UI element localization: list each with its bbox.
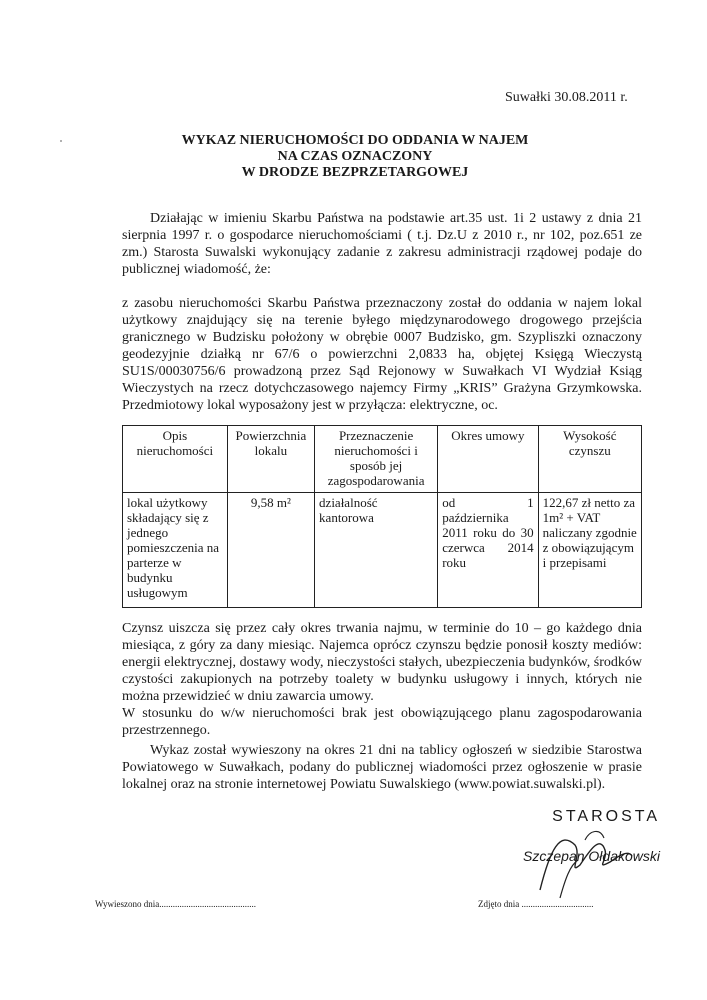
- property-description-paragraph: z zasobu nieruchomości Skarbu Państwa przeznaczony został do oddania w najem lokal użytkowy znajdujący się na terenie byłego międzynarodowego drogowego przejścia granicznego w Budzisku położony w obrębie 0007 Budzisko, gm. Szypliszki oznaczony geodezyjnie działką nr 67/6 o powierzchni 2,0833 ha, objętej Księgą Wieczystą SU1S/00030756/6 prowadzoną przez Sąd Rejonowy w Suwałkach VI Wydział Ksiąg Wieczystych na rzecz dotychczasowego najemcy Firmy „KRIS” Grażyna Grzymkowska. Przedmiotowy lokal wyposażony jest w przyłącza: elektryczne, oc.: [122, 296, 642, 413]
- header-purpose: Przeznaczenie nieruchomości i sposób jej zagospodarowania: [315, 426, 438, 493]
- table-row: [123, 493, 642, 608]
- stamp-title: STAROSTA: [552, 808, 660, 825]
- header-description: Opis nieruchomości: [123, 426, 228, 493]
- cell-area: 9,58 m²: [227, 493, 314, 608]
- title-line-1: WYKAZ NIERUCHOMOŚCI DO ODDANIA W NAJEM: [181, 133, 529, 148]
- rent-terms-paragraph: [122, 620, 642, 739]
- document-title: [120, 133, 590, 181]
- cell-period: od 1 października 2011 roku do 30 czerwca 2014 roku: [438, 493, 538, 608]
- removed-date-field: Zdjęto dnia ................................: [478, 899, 594, 909]
- cell-purpose: działalność kantorowa: [315, 493, 438, 608]
- intro-paragraph: Działając w imieniu Skarbu Państwa na podstawie art.35 ust. 1i 2 ustawy z dnia 21 sierpnia 1997 r. o gospodarce nieruchomościami ( t.j. Dz.U z 2010 r., nr 102, poz.651 ze zm.) Starosta Suwalski wykonujący zadanie z zakresu administracji rządowej podaje do publicznej wiadomość, że:: [122, 211, 642, 277]
- publication-paragraph: Wykaz został wywieszony na okres 21 dni na tablicy ogłoszeń w siedzibie Starostwa Powiatowego w Suwałkach, podany do publicznej wiadomości przez ogłoszenie w prasie lokalnej oraz na stronie internetowej Powiatu Suwalskiego (www.powiat.suwalski.pl).: [122, 743, 642, 792]
- header-area: Powierzchnia lokalu: [227, 426, 314, 493]
- title-line-3: W DRODZE BEZPRZETARGOWEJ: [241, 165, 469, 180]
- posted-date-field: Wywieszono dnia...........................................: [95, 899, 256, 909]
- cell-description: lokal użytkowy składający się z jednego pomieszczenia na parterze w budynku usługowym: [123, 493, 228, 608]
- cell-rent: 122,67 zł netto za 1m² + VAT naliczany zgodnie z obowiązującym i przepisami: [538, 493, 641, 608]
- zoning-text: W stosunku do w/w nieruchomości brak jest obowiązującego planu zagospodarowania przestrzennego.: [122, 706, 642, 738]
- document-date: Suwałki 30.08.2011 r.: [505, 90, 628, 105]
- table-header-row: [123, 426, 642, 493]
- lease-table: [122, 425, 642, 608]
- scan-speck: [60, 140, 62, 142]
- official-stamp: [520, 808, 660, 864]
- rent-terms-text: Czynsz uiszcza się przez cały okres trwania najmu, w terminie do 10 – go każdego dnia miesiąca, z góry za dany miesiąc. Najemca oprócz czynszu będzie ponosił koszty mediów: energii elektrycznej, dostawy wody, nieczystości stałych, ubezpieczenia budynków, środków czystości zakupionych na potrzeby toalety w budynku usługowy i innych, których nie można przewidzieć w dniu zawarcia umowy.: [122, 621, 642, 704]
- stamp-name: Szczepan Ołdakowski: [523, 848, 660, 864]
- header-period: Okres umowy: [438, 426, 538, 493]
- header-rent: Wysokość czynszu: [538, 426, 641, 493]
- title-line-2: NA CZAS OZNACZONY: [277, 149, 433, 164]
